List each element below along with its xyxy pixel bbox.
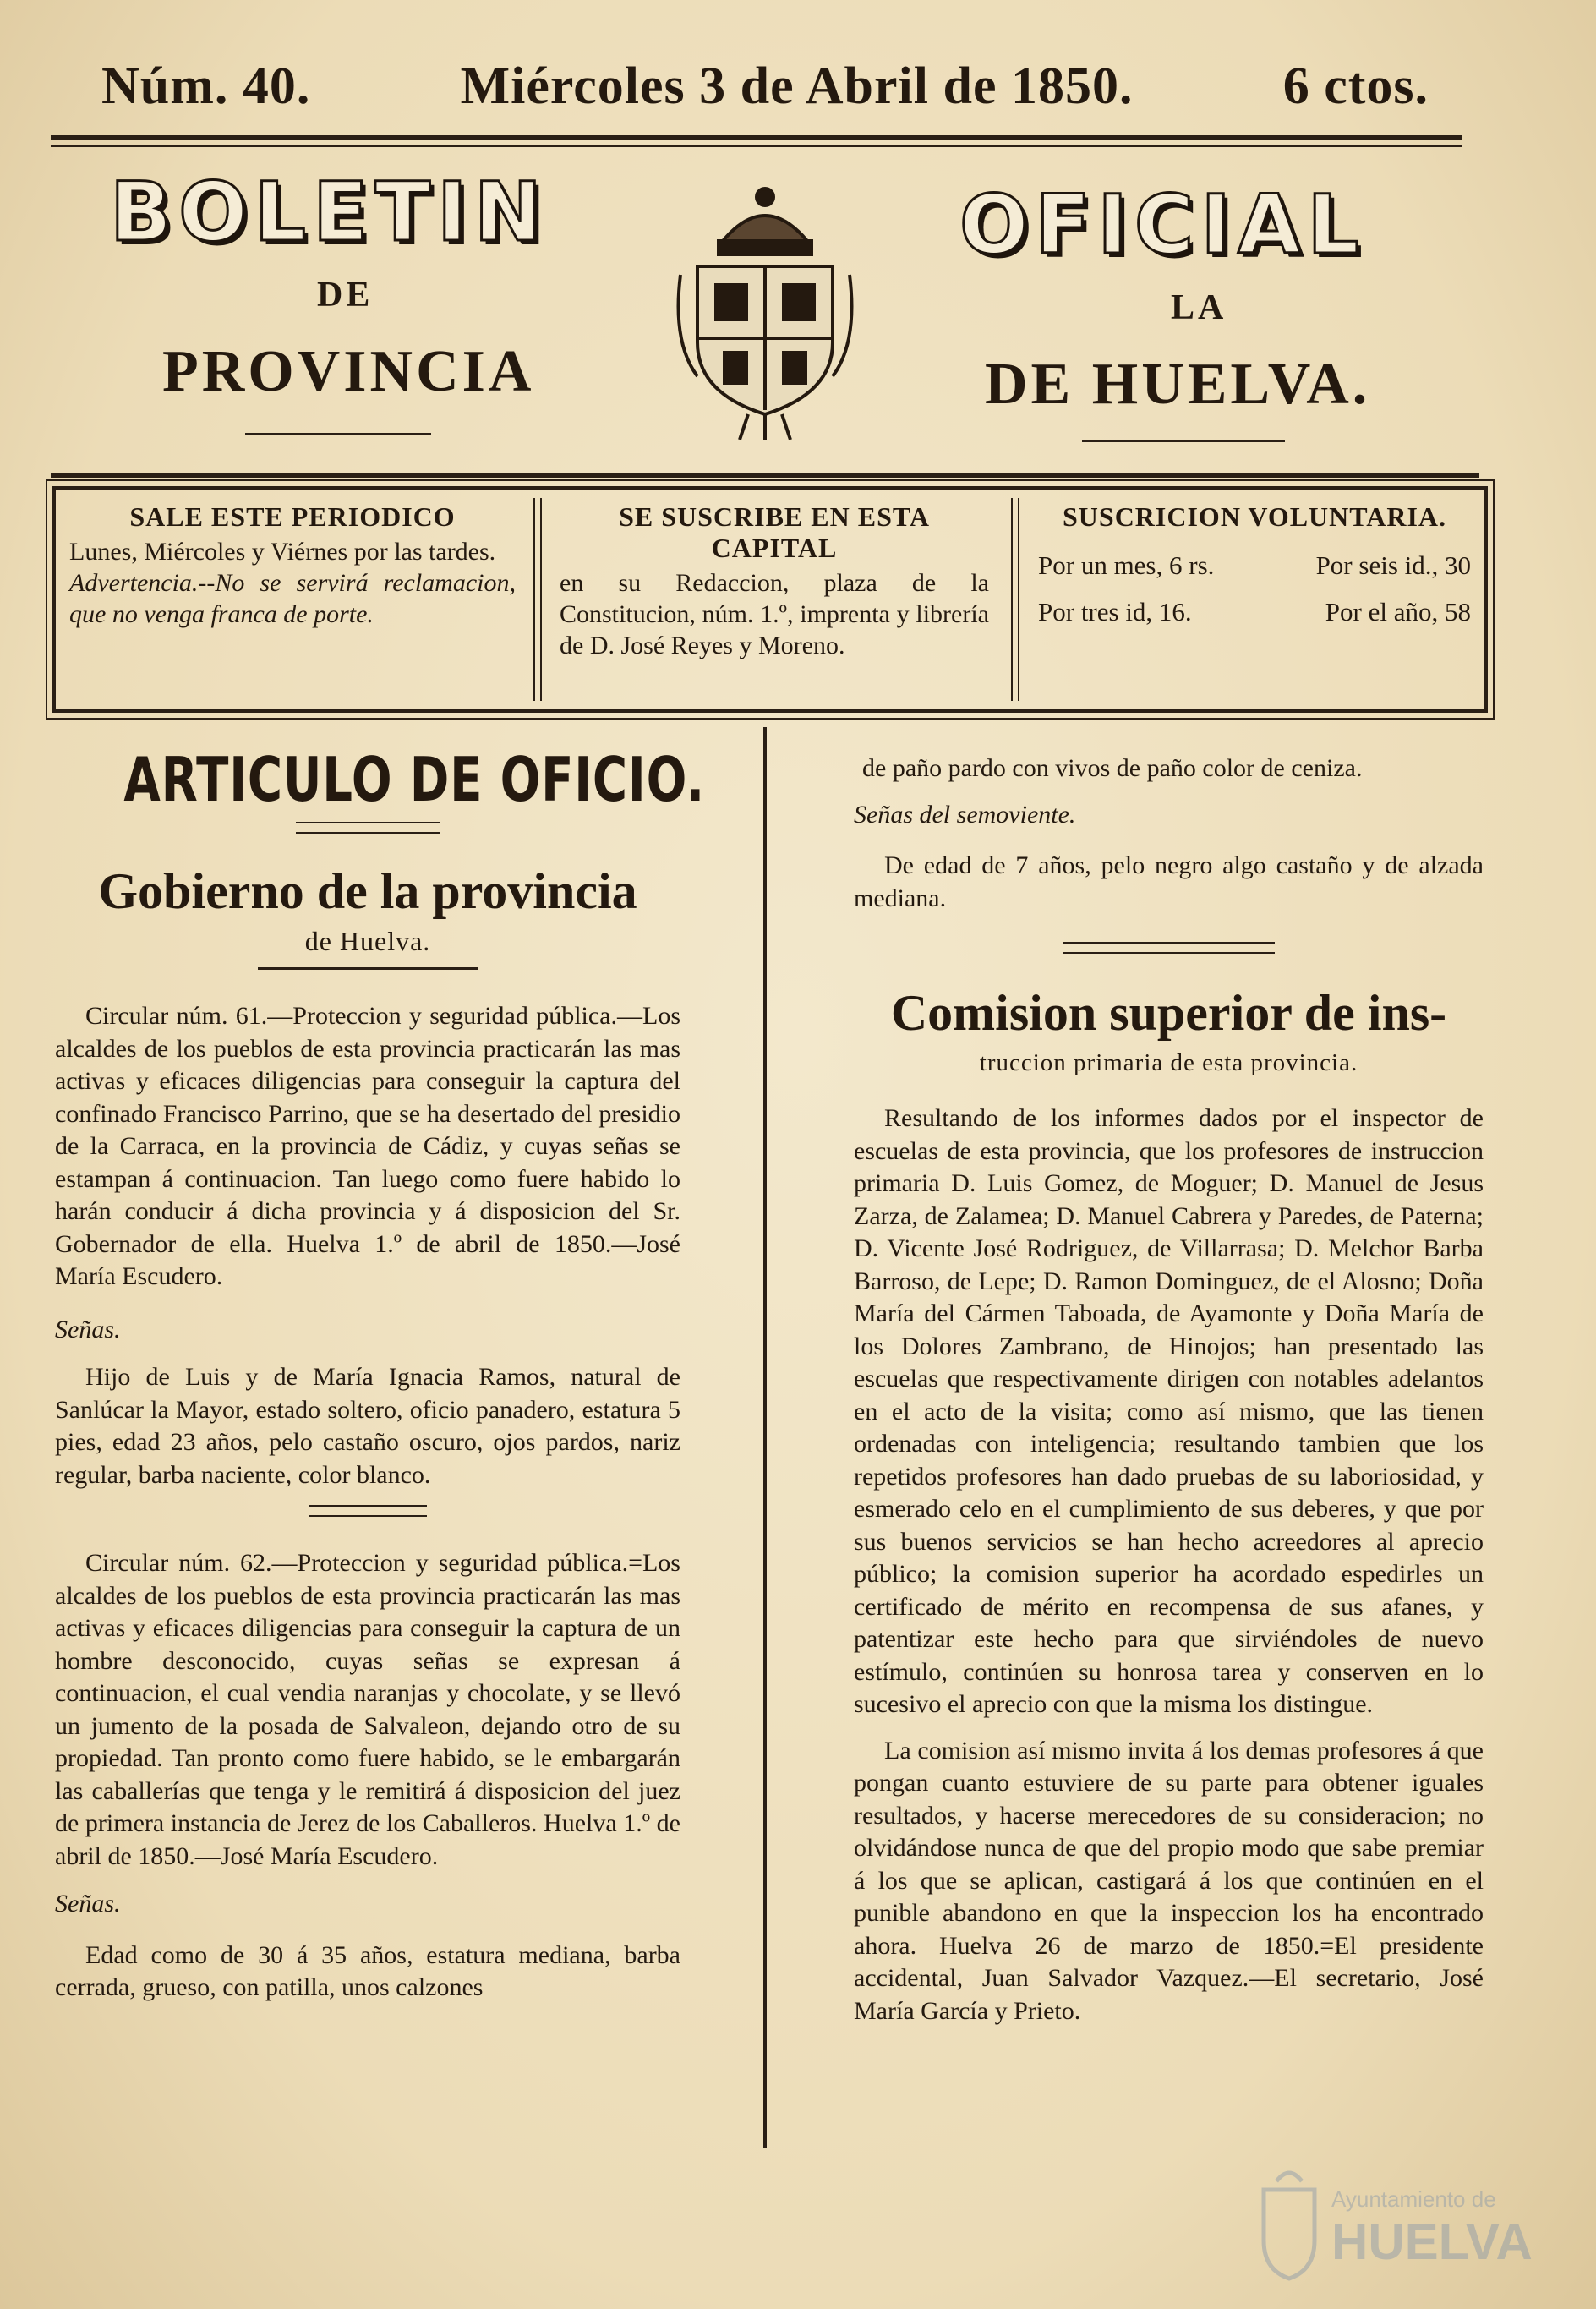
senas-1-text: Hijo de Luis y de María Ignacia Ramos, natural de Sanlúcar la Mayor, estado soltero, oficio panadero, estatura 5 pies, edad 23 años, pelo castaño oscuro, ojos pardos, nariz regular, barba naciente, color blanco. [55, 1363, 680, 1489]
masthead-top-line [101, 52, 1429, 120]
comision-paragraph-1: Resultando de los informes dados por el inspector de escuelas de esta provincia, que los profesores de instruccion primaria D. Luis Gomez, de Moguer; D. Manuel de Jesus Zarza, de Zalamea; D. Manuel Cabrera y Paredes, de Paterna; D. Vicente José Rodriguez, de Villarrasa; D. Melchor Barba Barroso, de Lepe; D. Ramon Dominguez, de el Alosno; Doña María del Cármen Taboada, de Ayamonte y Doña María de los Dolores Zambrano, de Hinojos; han presentado las escuelas que respectivamente dirigen con notables adelantos en el acto de la visita; como así mismo, que las tienen ordenadas con inteligencia; resultando tambien que los repetidos profesores han dado pruebas de su laboriosidad, y esmerado celo en el cumplimiento de sus deberes, y que por sus buenos servicios se han hecho acreedores al aprecio público; la comision superior ha acordado espedirles un certificado de mérito en recompensa de sus afanes, y patentizar este hecho para que sirviéndoles de nuevo estímulo, continúen su honrosa tarea y conserven en lo sucesivo el aprecio con que la misma los distingue. [854, 1104, 1484, 1718]
gobierno-title: Gobierno de la provincia [98, 863, 637, 919]
issue-price: 6 ctos. [1282, 57, 1429, 115]
circular-62-text: Circular núm. 62.—Proteccion y seguridad pública.=Los alcaldes de los pueblos de esta provincia practicarán las mas activas y eficaces diligencias para conseguir la captura de un hombre desconocido, cuyas señas se expresan á continuacion, el cual vendia naranjas y chocolate, y se llevó un jumento de la posada de Salvaleon, dejando otro de su propiedad. Tan pronto como fuere habido, se le embargarán las caballerías que tenga y le remitirá á disposicion del juez de primera instancia de Jerez de los Caballeros. Huelva 1.º de abril de 1850.—José María Escudero. [55, 1549, 680, 1870]
title-la: LA [1171, 288, 1227, 327]
senas-2-label: Señas. [55, 1890, 121, 1918]
comision-paragraph-2: La comision así mismo invita á los demas profesores á que pongan cuanto estuviere de su parte para obtener iguales resultados, y hacerse merecedores de su consideracion; no olvidándose nunca de que del propio modo que sabe premiar á los que se aplican, castigará á los que continúen en el punible abandono en que la inspeccion los ha encontrado ahora. Huelva 26 de marzo de 1850.=El presidente accidental, Juan Salvador Vazquez.—El secretario, José María García y Prieto. [854, 1736, 1484, 2025]
huelva-underline [1082, 440, 1285, 442]
title-de: DE [317, 276, 374, 315]
issue-date: Miércoles 3 de Abril de 1850. [460, 57, 1134, 115]
watermark-line2: HUELVA [1331, 2213, 1533, 2270]
info-col3-heading: SUSCRICION VOLUNTARIA. [1062, 501, 1447, 532]
price-three-months: Por tres id, 16. [1038, 597, 1192, 626]
gobierno-underline [258, 967, 478, 970]
watermark-line1: Ayuntamiento de [1331, 2186, 1496, 2212]
masthead-rule-3 [51, 473, 1479, 478]
masthead-rule-2 [51, 145, 1462, 147]
coat-of-arms-icon [672, 173, 858, 444]
left-column [55, 744, 705, 2005]
comision-subtitle: truccion primaria de esta provincia. [979, 1049, 1358, 1076]
info-col-subscription [546, 490, 1003, 709]
column-divider [763, 727, 767, 2148]
title-huelva: DE HUELVA. [985, 352, 1371, 417]
gobierno-subtitle: de Huelva. [304, 926, 431, 956]
senas-1-label: Señas. [55, 1315, 121, 1343]
title-oficial: OFICIAL [959, 178, 1366, 272]
semoviente-label: Señas del semoviente. [854, 800, 1076, 829]
senas-2-text: Edad como de 30 á 35 años, estatura mediana, barba cerrada, grueso, con patilla, unos calzones [55, 1940, 680, 2001]
price-one-year: Por el año, 58 [1325, 597, 1471, 626]
info-col1-heading: SALE ESTE PERIODICO [129, 501, 456, 532]
section-title-articulo: ARTICULO DE OFICIO. [123, 744, 705, 815]
info-separator-1 [533, 498, 542, 701]
semoviente-text: De edad de 7 años, pelo negro algo castaño y de alzada mediana. [854, 851, 1484, 912]
info-col2-heading: SE SUSCRIBE EN ESTA CAPITAL [619, 501, 930, 563]
info-col-periodicity [56, 490, 529, 709]
right-column [854, 752, 1484, 2027]
info-col-prices [1025, 490, 1484, 709]
info-separator-2 [1011, 498, 1019, 701]
price-six-months: Por seis id., 30 [1315, 550, 1471, 580]
subscription-info-box [52, 486, 1488, 713]
ayuntamiento-huelva-watermark-logo [1247, 2164, 1551, 2291]
info-col2-text: en su Redaccion, plaza de la Constitucion, núm. 1.º, imprenta y librería de D. José Reyes y Moreno. [560, 569, 989, 659]
title-provincia: PROVINCIA [162, 339, 535, 404]
ornament-divider-2 [309, 1505, 427, 1517]
info-col1-note: Advertencia.--No se servirá reclamacion, que no venga franca de porte. [69, 569, 516, 628]
provincia-underline [245, 433, 431, 435]
info-col1-text: Lunes, Miércoles y Viérnes por las tardes. [69, 538, 496, 566]
ornament-divider-3 [1063, 942, 1275, 954]
continuation-text: de paño pardo con vivos de paño color de ceniza. [862, 754, 1363, 782]
comision-title: Comision superior de ins- [890, 985, 1447, 1041]
circular-61-text: Circular núm. 61.—Proteccion y seguridad pública.—Los alcaldes de los pueblos de esta provincia practicarán las mas activas y eficaces diligencias para conseguir la captura del confinado Francisco Parrino, que se ha desertado del presidio de la Carraca, en la provincia de Cádiz, y cuyas señas se estampan á continuacion. Tan luego como fuere habido lo harán conducir á dicha provincia y á disposicion del Sr. Gobernador de ella. Huelva 1.º de abril de 1850.—José María Escudero. [55, 1002, 680, 1290]
issue-number: Núm. 40. [101, 57, 311, 115]
title-boletin: BOLETIN [110, 165, 549, 260]
ornament-divider [296, 822, 440, 834]
price-one-month: Por un mes, 6 rs. [1038, 550, 1215, 580]
masthead-rule-1 [51, 135, 1462, 140]
